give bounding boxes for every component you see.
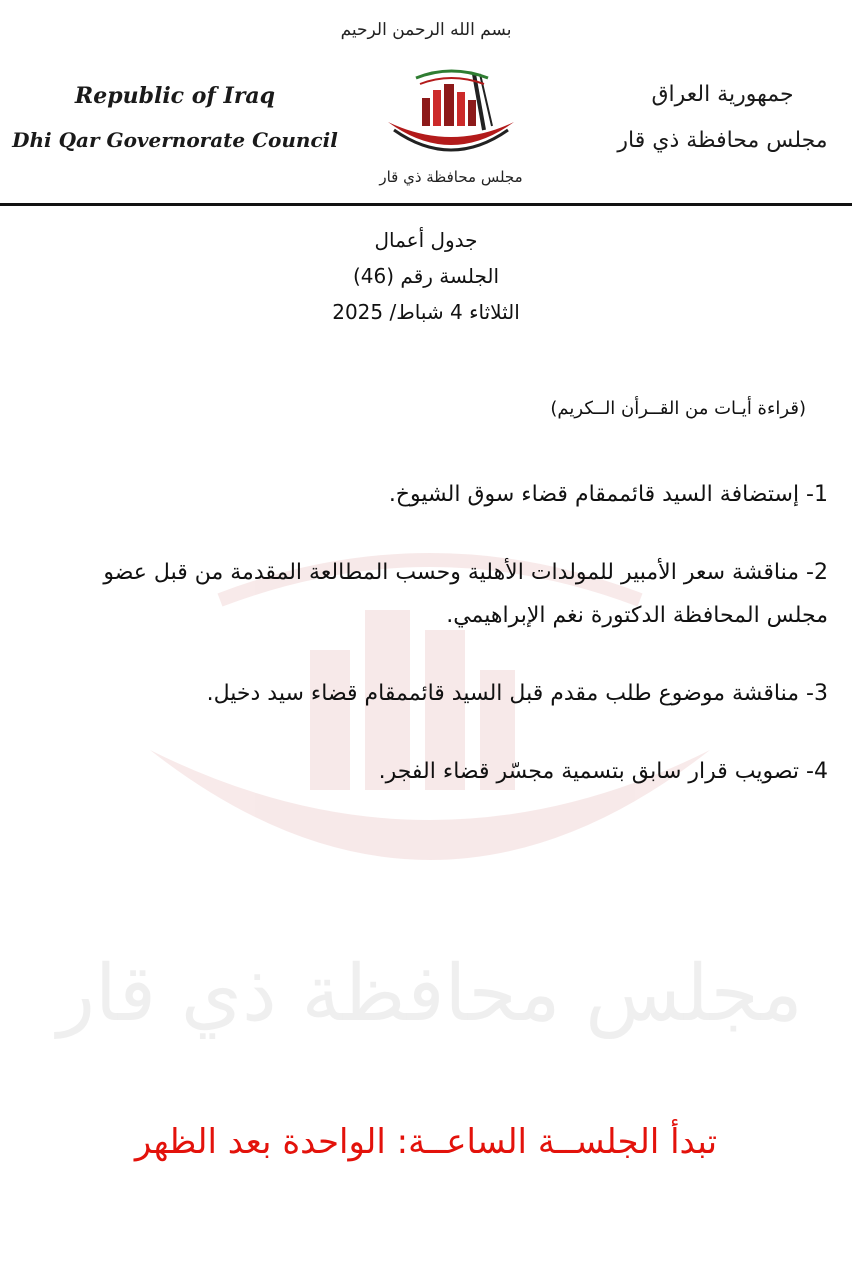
quran-reading: (قراءة أيـات من القــرأن الــكريم) [550,398,806,419]
watermark-caption: مجلس محافظة ذي قار [57,949,803,1039]
session-number: الجلسة رقم (46) [352,264,500,288]
english-header [10,74,340,162]
agenda-item-3: 3- مناقشة موضوع طلب مقدم قبل السيد قائممقام قضاء سيد دخيل. [206,681,828,706]
agenda-item-4: 4- تصويب قرار سابق بتسمية مجسّر قضاء الفجر. [378,759,828,784]
logo-caption: مجلس محافظة ذي قار [379,168,523,186]
basmala: بسم الله الرحمن الرحيم [340,20,512,40]
agenda-items [88,473,828,828]
session-date: الثلاثاء 4 شباط/ 2025 [332,300,520,324]
english-header-line1: Republic of Iraq [74,83,276,109]
agenda-item-1: 1- إستضافة السيد قائممقام قضاء سوق الشيوخ. [388,482,828,507]
arabic-header-line2: مجلس محافظة ذي قار [617,128,828,153]
header-divider [0,203,852,206]
arabic-header [600,72,845,164]
session-start-time: تبدأ الجلســة الساعــة: الواحدة بعد الظهر [134,1122,718,1162]
agenda-item-2: 2- مناقشة سعر الأمبير للمولدات الأهلية وحسب المطالعة المقدمة من قبل عضو مجلس المحافظة الدكتورة نغم الإبراهيمي. [103,560,828,628]
agenda-heading: جدول أعمال [374,228,478,252]
arabic-header-line1: جمهورية العراق [651,82,794,107]
agenda-title [0,222,852,330]
english-header-line2: Dhi Qar Governorate Council [12,128,338,152]
council-logo [376,56,526,192]
